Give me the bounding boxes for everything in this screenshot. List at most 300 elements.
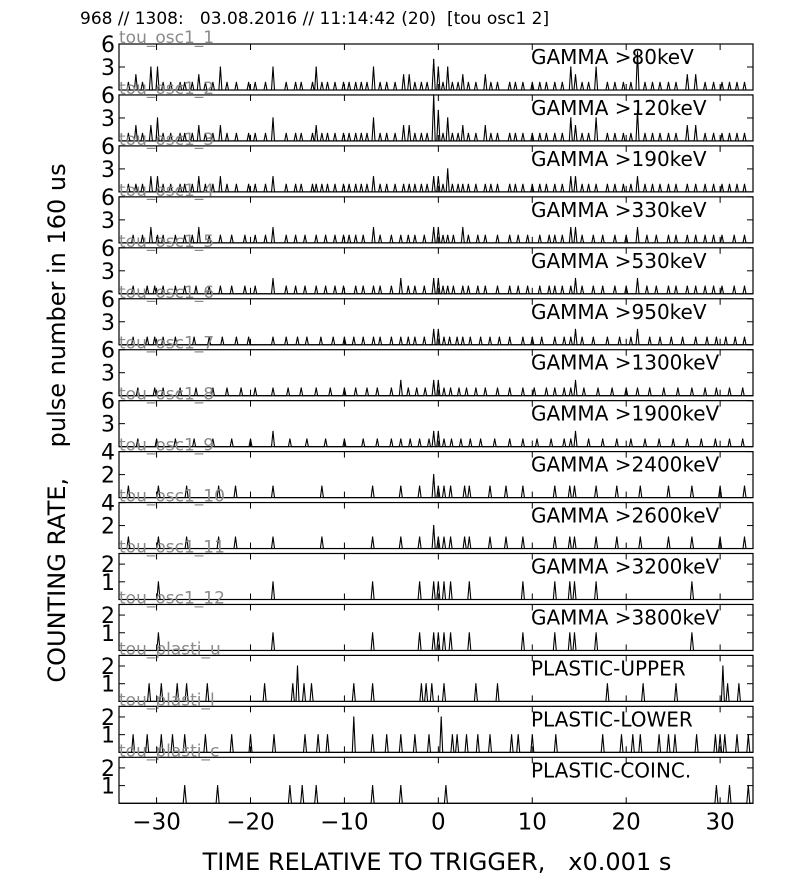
data-point xyxy=(372,581,373,582)
data-point xyxy=(630,337,631,338)
data-point xyxy=(475,82,476,83)
data-point xyxy=(343,133,344,134)
data-point xyxy=(447,235,448,236)
data-point xyxy=(705,286,706,287)
data-point xyxy=(424,337,425,338)
data-point xyxy=(414,286,415,287)
data-point xyxy=(321,133,322,134)
data-point xyxy=(286,82,287,83)
series-line-tou_osc1_6 xyxy=(119,329,753,344)
data-point xyxy=(184,734,185,735)
data-point xyxy=(372,683,373,684)
data-point xyxy=(691,632,692,633)
data-point xyxy=(644,184,645,185)
data-point xyxy=(564,337,565,338)
panel-channel-id: tou_osc1_8 xyxy=(119,384,215,405)
data-point xyxy=(522,337,523,338)
data-point xyxy=(288,387,289,388)
data-point xyxy=(248,133,249,134)
data-point xyxy=(614,235,615,236)
data-point xyxy=(236,184,237,185)
panel-band-label: GAMMA >330keV xyxy=(531,197,707,222)
data-point xyxy=(265,133,266,134)
data-point xyxy=(522,82,523,83)
data-point xyxy=(442,133,443,134)
data-point xyxy=(410,438,411,439)
panel-band-label: PLASTIC-UPPER xyxy=(531,656,686,681)
data-point xyxy=(536,438,537,439)
data-point xyxy=(255,133,256,134)
data-point xyxy=(355,82,356,83)
data-point xyxy=(748,785,749,786)
data-point xyxy=(705,184,706,185)
data-point xyxy=(691,486,692,487)
data-point xyxy=(391,286,392,287)
data-point xyxy=(380,337,381,338)
data-point xyxy=(462,74,463,75)
data-point xyxy=(272,536,273,537)
data-point xyxy=(489,337,490,338)
data-point xyxy=(408,337,409,338)
y-tick-label: 6 xyxy=(101,338,115,364)
panel-channel-id: tou_plasti_c xyxy=(119,741,220,762)
panel-channel-id: tou_osc1_7 xyxy=(119,333,215,354)
data-point xyxy=(312,184,313,185)
data-point xyxy=(438,632,439,633)
data-point xyxy=(349,133,350,134)
data-point xyxy=(220,176,221,177)
data-point xyxy=(386,133,387,134)
data-point xyxy=(602,235,603,236)
data-point xyxy=(226,133,227,134)
data-point xyxy=(619,337,620,338)
y-tick-label: 2 xyxy=(101,463,115,489)
data-point xyxy=(172,734,173,735)
data-point xyxy=(564,438,565,439)
data-point xyxy=(380,184,381,185)
data-point xyxy=(626,286,627,287)
data-point xyxy=(414,184,415,185)
data-point xyxy=(457,337,458,338)
data-point xyxy=(250,734,251,735)
panel-band-label: GAMMA >1300keV xyxy=(531,350,720,375)
data-point xyxy=(452,184,453,185)
data-point xyxy=(316,286,317,287)
data-point xyxy=(135,125,136,126)
data-point xyxy=(468,82,469,83)
data-point xyxy=(480,438,481,439)
data-point xyxy=(744,82,745,83)
data-point xyxy=(433,59,434,60)
data-point xyxy=(316,66,317,67)
data-point xyxy=(286,184,287,185)
data-point xyxy=(157,176,158,177)
data-point xyxy=(659,82,660,83)
data-point xyxy=(729,133,730,134)
data-point xyxy=(450,632,451,633)
panel-channel-id: tou_osc1_11 xyxy=(119,537,225,558)
data-point xyxy=(720,536,721,537)
data-point xyxy=(286,337,287,338)
data-point xyxy=(414,734,415,735)
data-point xyxy=(149,683,150,684)
data-point xyxy=(433,329,434,330)
data-point xyxy=(668,235,669,236)
data-point xyxy=(607,184,608,185)
data-point xyxy=(334,235,335,236)
data-point xyxy=(447,286,448,287)
data-point xyxy=(522,133,523,134)
data-point xyxy=(695,184,696,185)
y-tick-label: 2 xyxy=(101,655,115,681)
data-point xyxy=(649,387,650,388)
data-point xyxy=(433,278,434,279)
data-point xyxy=(527,235,528,236)
data-point xyxy=(366,133,367,134)
data-point xyxy=(691,581,692,582)
data-point xyxy=(518,734,519,735)
y-tick-label: 3 xyxy=(101,56,115,81)
data-point xyxy=(574,581,575,582)
data-point xyxy=(522,486,523,487)
data-point xyxy=(380,235,381,236)
data-point xyxy=(373,337,374,338)
data-point xyxy=(596,632,597,633)
data-point xyxy=(687,235,688,236)
data-point xyxy=(687,184,688,185)
data-point xyxy=(570,438,571,439)
y-tick-label: 6 xyxy=(101,83,115,109)
data-point xyxy=(652,82,653,83)
panel-band-label: GAMMA >190keV xyxy=(531,146,707,171)
data-point xyxy=(687,125,688,126)
data-point xyxy=(325,438,326,439)
data-point xyxy=(607,82,608,83)
data-point xyxy=(272,66,273,67)
data-point xyxy=(297,337,298,338)
data-point xyxy=(414,235,415,236)
data-point xyxy=(286,286,287,287)
data-point xyxy=(549,286,550,287)
data-point xyxy=(312,82,313,83)
data-point xyxy=(244,286,245,287)
data-point xyxy=(321,82,322,83)
data-point xyxy=(443,438,444,439)
data-point xyxy=(469,536,470,537)
y-tick-label: 6 xyxy=(101,389,115,415)
data-point xyxy=(621,734,622,735)
data-point xyxy=(695,286,696,287)
data-point xyxy=(736,184,737,185)
data-point xyxy=(546,387,547,388)
data-point xyxy=(449,337,450,338)
data-point xyxy=(344,438,345,439)
data-point xyxy=(408,235,409,236)
data-point xyxy=(532,133,533,134)
data-point xyxy=(570,387,571,388)
data-point xyxy=(391,337,392,338)
series-line-tou_osc1_4 xyxy=(119,228,753,243)
data-point xyxy=(372,785,373,786)
data-point xyxy=(614,184,615,185)
data-point xyxy=(272,227,273,228)
data-point xyxy=(480,337,481,338)
data-point xyxy=(632,734,633,735)
data-point xyxy=(184,785,185,786)
data-point xyxy=(736,133,737,134)
data-point xyxy=(441,716,442,717)
y-tick-label: 2 xyxy=(101,604,115,630)
data-point xyxy=(414,337,415,338)
data-point xyxy=(400,536,401,537)
data-point xyxy=(644,133,645,134)
data-point xyxy=(438,380,439,381)
data-point xyxy=(447,117,448,118)
data-point xyxy=(626,235,627,236)
data-point xyxy=(569,632,570,633)
x-tick-label: 0 xyxy=(431,809,446,836)
data-point xyxy=(333,337,334,338)
data-point xyxy=(541,337,542,338)
data-point xyxy=(158,632,159,633)
data-point xyxy=(522,632,523,633)
data-point xyxy=(675,133,676,134)
data-point xyxy=(695,337,696,338)
x-tick-label: 20 xyxy=(611,809,641,836)
data-point xyxy=(607,683,608,684)
data-point xyxy=(505,486,506,487)
data-point xyxy=(695,125,696,126)
data-point xyxy=(659,337,660,338)
data-point xyxy=(231,438,232,439)
data-point xyxy=(659,133,660,134)
x-tick-label: −30 xyxy=(132,809,181,836)
y-tick-label: 6 xyxy=(101,185,115,211)
data-point xyxy=(546,82,547,83)
data-point xyxy=(295,82,296,83)
data-point xyxy=(353,716,354,717)
data-point xyxy=(588,184,589,185)
data-point xyxy=(366,387,367,388)
data-point xyxy=(361,82,362,83)
data-point xyxy=(391,387,392,388)
data-point xyxy=(321,536,322,537)
data-point xyxy=(272,581,273,582)
data-point xyxy=(421,82,422,83)
data-point xyxy=(729,438,730,439)
data-point xyxy=(637,176,638,177)
data-point xyxy=(316,235,317,236)
data-point xyxy=(265,184,266,185)
data-point xyxy=(395,82,396,83)
data-point xyxy=(574,536,575,537)
data-point xyxy=(226,184,227,185)
data-point xyxy=(554,581,555,582)
data-point xyxy=(255,82,256,83)
data-point xyxy=(574,486,575,487)
data-point xyxy=(575,380,576,381)
data-point xyxy=(582,133,583,134)
data-point xyxy=(715,438,716,439)
data-point xyxy=(361,133,362,134)
data-point xyxy=(400,235,401,236)
data-point xyxy=(400,337,401,338)
data-point xyxy=(334,82,335,83)
data-point xyxy=(255,184,256,185)
data-point xyxy=(744,133,745,134)
data-point xyxy=(469,632,470,633)
data-point xyxy=(312,133,313,134)
data-point xyxy=(468,133,469,134)
data-point xyxy=(744,235,745,236)
data-point xyxy=(499,337,500,338)
data-point xyxy=(424,286,425,287)
data-point xyxy=(659,184,660,185)
data-point xyxy=(637,329,638,330)
data-point xyxy=(554,286,555,287)
series-line-tou_osc1_7 xyxy=(119,380,753,395)
data-point xyxy=(640,734,641,735)
data-point xyxy=(729,82,730,83)
data-point xyxy=(532,184,533,185)
data-point xyxy=(321,184,322,185)
data-point xyxy=(575,227,576,228)
data-point xyxy=(414,82,415,83)
data-point xyxy=(325,286,326,287)
data-point xyxy=(575,329,576,330)
data-point xyxy=(301,387,302,388)
data-point xyxy=(186,683,187,684)
data-point xyxy=(675,82,676,83)
y-tick-label: 1 xyxy=(101,723,115,749)
data-point xyxy=(485,74,486,75)
data-point xyxy=(453,286,454,287)
data-point xyxy=(729,184,730,185)
data-point xyxy=(509,235,510,236)
data-point xyxy=(640,536,641,537)
data-point xyxy=(477,286,478,287)
data-point xyxy=(403,184,404,185)
data-point xyxy=(161,683,162,684)
data-point xyxy=(400,438,401,439)
data-point xyxy=(485,184,486,185)
y-tick-label: 3 xyxy=(101,412,115,438)
data-point xyxy=(532,337,533,338)
data-point xyxy=(490,82,491,83)
data-point xyxy=(316,184,317,185)
data-point xyxy=(716,337,717,338)
data-point xyxy=(442,235,443,236)
data-point xyxy=(466,387,467,388)
data-point xyxy=(438,278,439,279)
data-point xyxy=(304,734,305,735)
data-point xyxy=(649,337,650,338)
panel-band-label: GAMMA >120keV xyxy=(531,95,707,120)
data-point xyxy=(575,176,576,177)
data-point xyxy=(198,227,199,228)
data-point xyxy=(644,438,645,439)
data-point xyxy=(452,734,453,735)
data-point xyxy=(363,286,364,287)
data-point xyxy=(355,235,356,236)
data-point xyxy=(235,536,236,537)
data-point xyxy=(306,337,307,338)
data-point xyxy=(569,486,570,487)
data-point xyxy=(637,387,638,388)
data-point xyxy=(433,474,434,475)
data-point xyxy=(668,133,669,134)
data-point xyxy=(497,184,498,185)
data-point xyxy=(372,486,373,487)
data-point xyxy=(644,82,645,83)
data-point xyxy=(158,581,159,582)
data-point xyxy=(736,734,737,735)
data-point xyxy=(668,536,669,537)
panel-band-label: PLASTIC-LOWER xyxy=(531,707,693,732)
data-point xyxy=(295,235,296,236)
data-point xyxy=(742,387,743,388)
data-point xyxy=(248,337,249,338)
data-point xyxy=(301,184,302,185)
data-point xyxy=(272,337,273,338)
data-point xyxy=(744,184,745,185)
data-point xyxy=(289,438,290,439)
data-point xyxy=(509,82,510,83)
data-point xyxy=(570,227,571,228)
data-point xyxy=(485,235,486,236)
data-point xyxy=(464,536,465,537)
data-point xyxy=(616,536,617,537)
data-point xyxy=(343,82,344,83)
data-point xyxy=(539,82,540,83)
data-point xyxy=(607,133,608,134)
data-point xyxy=(265,82,266,83)
data-point xyxy=(236,337,237,338)
data-point xyxy=(623,184,624,185)
data-point xyxy=(438,176,439,177)
data-point xyxy=(554,632,555,633)
data-point xyxy=(433,581,434,582)
y-tick-label: 1 xyxy=(101,672,115,698)
data-point xyxy=(377,438,378,439)
data-point xyxy=(564,387,565,388)
data-point xyxy=(320,337,321,338)
data-point xyxy=(539,235,540,236)
data-point xyxy=(373,117,374,118)
data-point xyxy=(366,184,367,185)
data-point xyxy=(695,74,696,75)
data-point xyxy=(327,133,328,134)
data-point xyxy=(682,337,683,338)
data-point xyxy=(534,387,535,388)
data-point xyxy=(490,133,491,134)
data-point xyxy=(509,387,510,388)
panel-band-label: GAMMA >530keV xyxy=(531,248,707,273)
data-point xyxy=(373,286,374,287)
data-point xyxy=(409,125,410,126)
series-line-tou_plasti_c xyxy=(119,786,753,804)
data-point xyxy=(626,387,627,388)
data-point xyxy=(363,235,364,236)
data-point xyxy=(403,125,404,126)
y-tick-label: 1 xyxy=(101,570,115,596)
data-point xyxy=(588,438,589,439)
data-point xyxy=(272,117,273,118)
data-point xyxy=(583,387,584,388)
data-point xyxy=(469,486,470,487)
panel-band-label: GAMMA >950keV xyxy=(531,299,707,324)
data-point xyxy=(574,632,575,633)
